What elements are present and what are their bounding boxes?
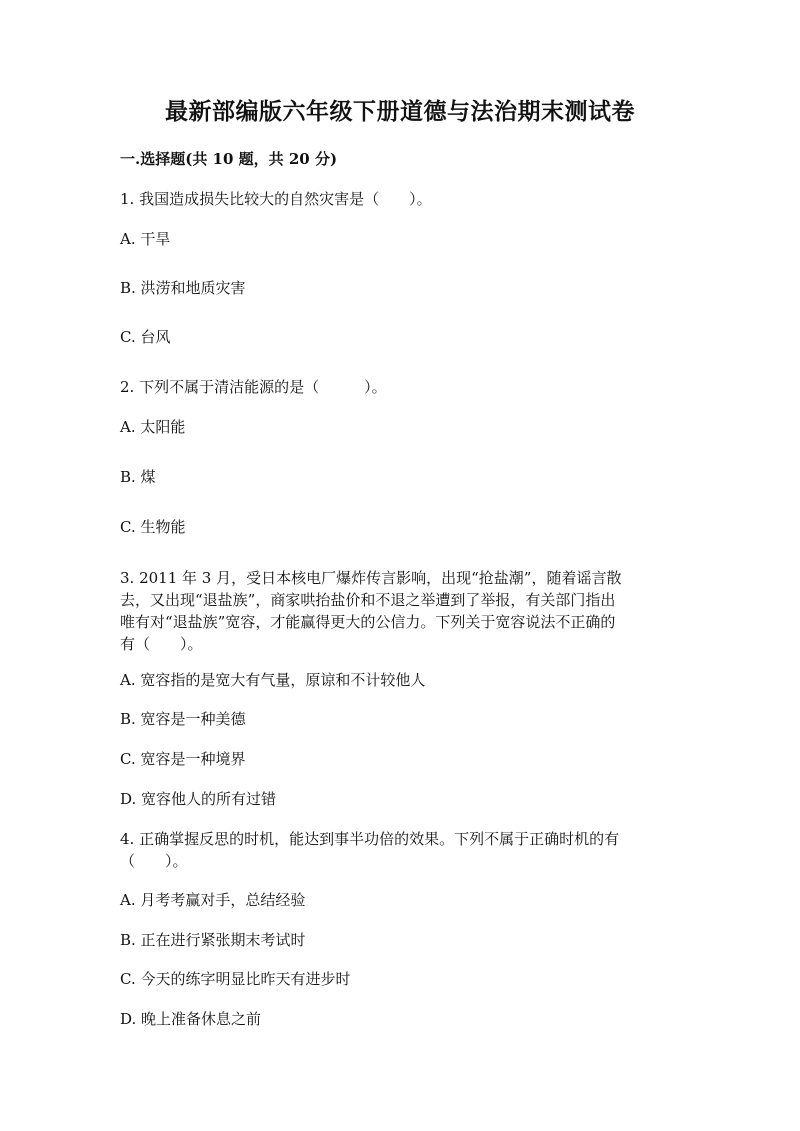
question-3-option-a: A. 宽容指的是宽大有气量，原谅和不计较他人 bbox=[120, 671, 426, 689]
question-2-option-b: B. 煤 bbox=[120, 468, 156, 486]
question-2-stem: 2. 下列不属于清洁能源的是（ ）。 bbox=[120, 378, 387, 396]
question-3-stem-line: 唯有对“退盐族”宽容，才能赢得更大的公信力。下列关于宽容说法不正确的 bbox=[120, 613, 616, 631]
question-3-stem-line: 有（ ）。 bbox=[120, 635, 203, 653]
question-3-stem bbox=[120, 567, 680, 655]
question-1-stem: 1. 我国造成损失比较大的自然灾害是（ ）。 bbox=[120, 190, 432, 208]
section-header: 一.选择题(共 10 题，共 20 分) bbox=[120, 150, 338, 168]
question-4-stem-line: 4. 正确掌握反思的时机，能达到事半功倍的效果。下列不属于正确时机的有 bbox=[120, 830, 620, 848]
question-1-option-b: B. 洪涝和地质灾害 bbox=[120, 279, 246, 297]
question-3-option-c: C. 宽容是一种境界 bbox=[120, 750, 246, 768]
question-3-stem-line: 去，又出现“退盐族”，商家哄抬盐价和不退之举遭到了举报，有关部门指出 bbox=[120, 591, 616, 609]
question-4-stem bbox=[120, 828, 680, 872]
question-3-option-b: B. 宽容是一种美德 bbox=[120, 710, 246, 728]
question-3-option-d: D. 宽容他人的所有过错 bbox=[120, 790, 277, 808]
question-1-option-a: A. 干旱 bbox=[120, 230, 171, 248]
question-1-option-c: C. 台风 bbox=[120, 328, 171, 346]
question-4-option-a: A. 月考考赢对手，总结经验 bbox=[120, 891, 306, 909]
page-title: 最新部编版六年级下册道德与法治期末测试卷 bbox=[165, 98, 635, 125]
question-4-option-b: B. 正在进行紧张期末考试时 bbox=[120, 931, 306, 949]
question-2-option-c: C. 生物能 bbox=[120, 518, 186, 536]
question-4-option-d: D. 晚上准备休息之前 bbox=[120, 1010, 262, 1028]
question-2-option-a: A. 太阳能 bbox=[120, 418, 186, 436]
question-4-option-c: C. 今天的练字明显比昨天有进步时 bbox=[120, 970, 351, 988]
question-4-stem-line: （ ）。 bbox=[120, 852, 188, 870]
question-3-stem-line: 3. 2011 年 3 月，受日本核电厂爆炸传言影响，出现“抢盐潮”，随着谣言散 bbox=[120, 569, 622, 587]
